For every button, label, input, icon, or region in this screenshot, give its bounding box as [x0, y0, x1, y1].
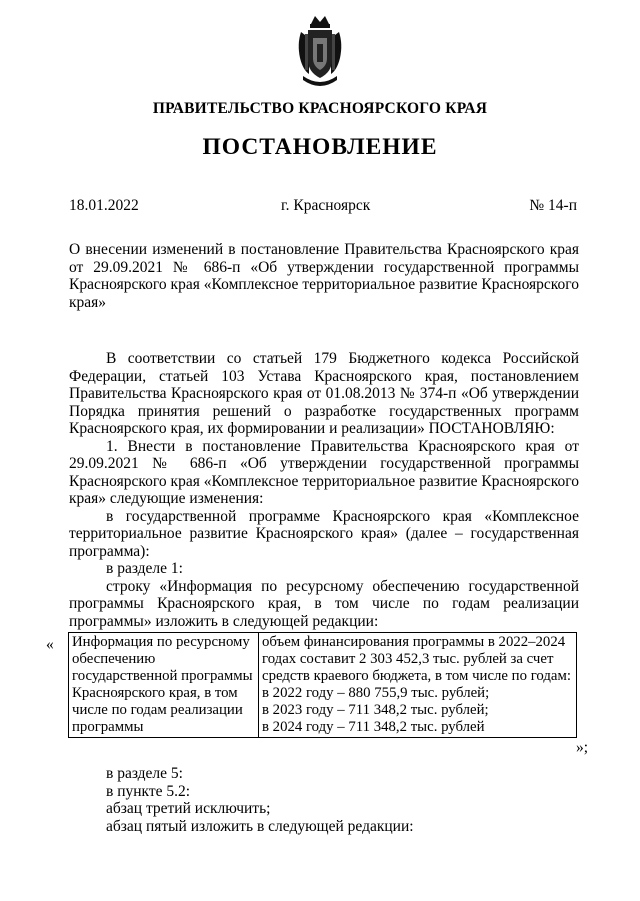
organization-name: ПРАВИТЕЛЬСТВО КРАСНОЯРСКОГО КРАЯ [152, 100, 488, 117]
funding-intro: объем финансирования программы в 2022–2024 годах составит 2 303 452,3 тыс. рублей за счет средств краевого бюджета, в том числе по годам: [262, 634, 571, 684]
coat-of-arms-emblem [293, 14, 347, 92]
document-title: О внесении изменений в постановление Правительства Красноярского края от 29.09.2021 № 686-п «Об утверждении государственной программы Красноярского края «Комплексное территориальное развитие Красноярского края» [69, 241, 579, 311]
table-row [69, 633, 577, 738]
point-5-2-line: в пункте 5.2: [106, 782, 191, 800]
funding-year-2023: в 2023 году – 711 348,2 тыс. рублей; [262, 702, 489, 718]
funding-year-2022: в 2022 году – 880 755,9 тыс. рублей; [262, 685, 490, 701]
table-close-quote: »; [576, 739, 589, 756]
row-replacement-paragraph: строку «Информация по ресурсному обеспечению государственной программы Красноярского края, в том числе по годам реализации программы» изложить в следующей редакции: [69, 577, 579, 630]
section-5-line: в разделе 5: [106, 765, 183, 782]
funding-year-2024: в 2024 году – 711 348,2 тыс. рублей [262, 719, 485, 735]
resource-info-table [68, 632, 577, 738]
program-paragraph: в государственной программе Красноярского края «Комплексное территориальное развитие Красноярского края» (далее – государственная программа): [69, 507, 579, 560]
document-city: г. Красноярск [281, 197, 371, 214]
document-number: № 14-п [529, 197, 577, 214]
section-1-line: в разделе 1: [106, 560, 183, 577]
after-table-text [69, 765, 579, 835]
paragraph-3-line: абзац третий исключить; [106, 800, 271, 817]
document-date: 18.01.2022 [69, 197, 139, 214]
clause-1-paragraph: 1. Внести в постановление Правительства Красноярского края от 29.09.2021 № 686-п «Об утверждении государственной программы Красноярского края «Комплексное территориальное развитие Красноярского края» следующие изменения: [69, 437, 579, 507]
document-type: ПОСТАНОВЛЕНИЕ [202, 134, 438, 160]
table-right-cell [259, 633, 577, 738]
table-left-cell: Информация по ресурсному обеспечению государственной программы Красноярского края, в том числе по годам реализации программы [69, 633, 259, 738]
paragraph-5-line: абзац пятый изложить в следующей редакции: [106, 817, 414, 835]
document-body [69, 350, 579, 630]
preamble-paragraph: В соответствии со статьей 179 Бюджетного кодекса Российской Федерации, статьей 103 Устава Красноярского края, постановлением Правительства Красноярского края от 01.08.2013 № 374-п «Об утверждении Порядка принятия решений о разработке государственных программ Красноярского края, их формировании и реализации» ПОСТАНОВЛЯЮ: [69, 350, 579, 437]
table-open-quote: « [46, 636, 54, 653]
